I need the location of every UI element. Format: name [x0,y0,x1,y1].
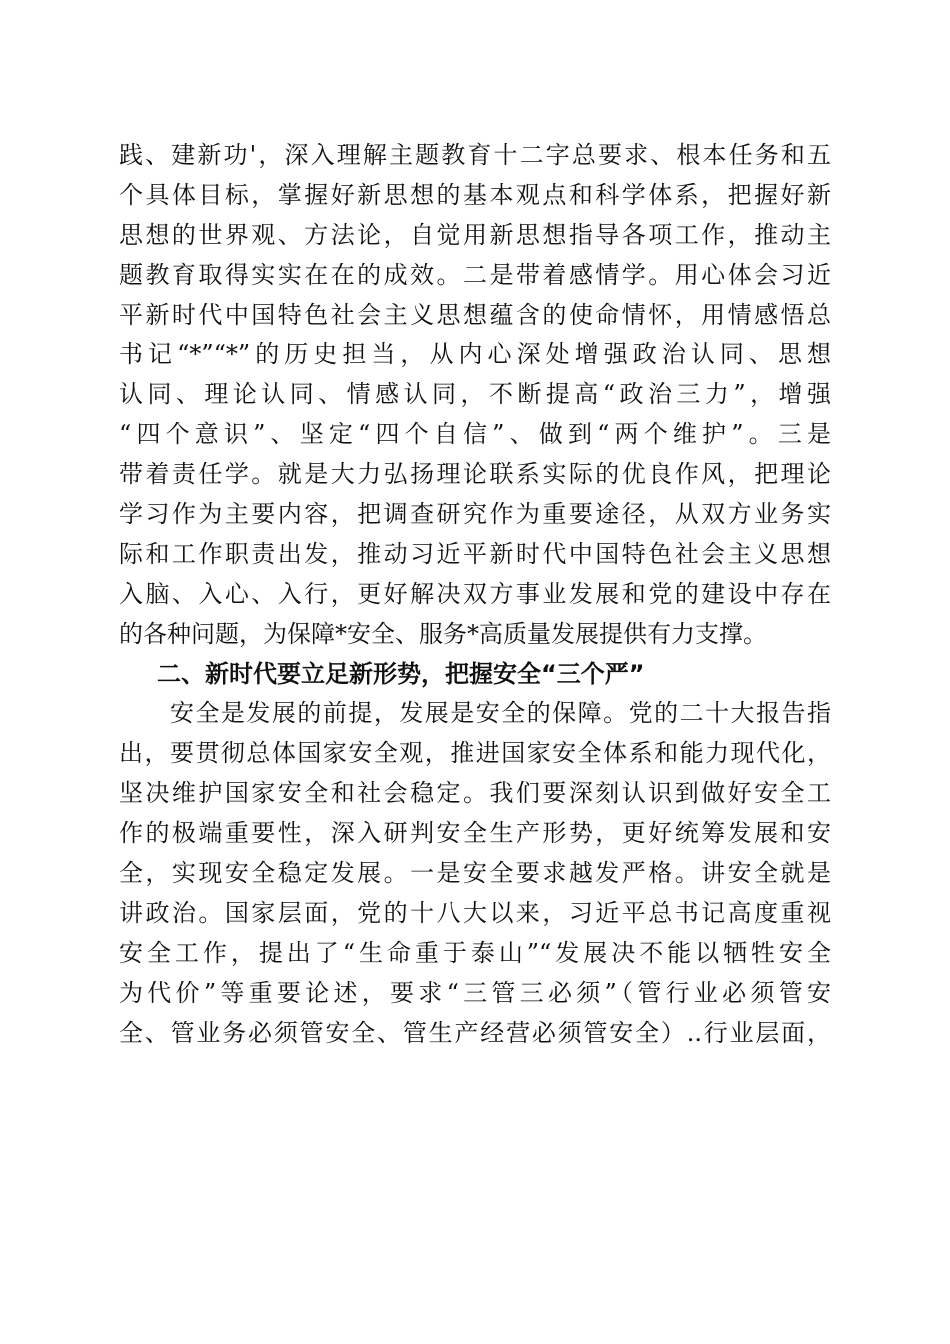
paragraph-line: 安全工作，提出了“生命重于泰山”“发展决不能以牺牲安全 [119,938,831,967]
paragraph-line: 讲政治。国家层面，党的十八大以来，习近平总书记高度重视 [119,898,831,927]
paragraph-line: 书记“*”“*”的历史担当，从内心深处增强政治认同、思想 [119,340,831,369]
paragraph-line: 安全是发展的前提，发展是安全的保障。党的二十大报告指 [119,699,831,728]
paragraph-line: 际和工作职责出发，推动习近平新时代中国特色社会主义思想 [119,539,831,568]
paragraph-line: 个具体目标，掌握好新思想的基本观点和科学体系，把握好新 [119,180,831,209]
paragraph-line: 带着责任学。就是大力弘扬理论联系实际的优良作风，把理论 [119,460,831,489]
paragraph-line: 入脑、入心、入行，更好解决双方事业发展和党的建设中存在 [119,579,831,608]
document-body [119,136,831,1053]
paragraph-line: 为代价”等重要论述，要求“三管三必须”（管行业必须管安 [119,978,831,1007]
paragraph-line: 认同、理论认同、情感认同，不断提高“政治三力”，增强 [119,380,831,409]
paragraph-line: 学习作为主要内容，把调查研究作为重要途径，从双方业务实 [119,500,831,529]
section-heading: 二、新时代要立足新形势，把握安全“三个严” [157,659,645,688]
paragraph-line: 全，实现安全稳定发展。一是安全要求越发严格。讲安全就是 [119,859,831,888]
paragraph-line: 坚决维护国家安全和社会稳定。我们要深刻认识到做好安全工 [119,779,831,808]
paragraph-line: 思想的世界观、方法论，自觉用新思想指导各项工作，推动主 [119,220,831,249]
paragraph-line: 作的极端重要性，深入研判安全生产形势，更好统筹发展和安 [119,819,831,848]
paragraph-line: 的各种问题，为保障*安全、服务*高质量发展提供有力支撑。 [119,619,767,648]
paragraph-line: “四个意识”、坚定“四个自信”、做到“两个维护”。三是 [119,420,831,449]
paragraph-line: 践、建新功'，深入理解主题教育十二字总要求、根本任务和五 [119,141,831,169]
paragraph-line: 题教育取得实实在在的成效。二是带着感情学。用心体会习近 [119,260,831,289]
paragraph-line: 全、管业务必须管安全、管生产经营必须管安全）..行业层面， [119,1018,831,1047]
paragraph-line: 出，要贯彻总体国家安全观，推进国家安全体系和能力现代化， [119,739,831,768]
paragraph-line: 平新时代中国特色社会主义思想蕴含的使命情怀，用情感悟总 [119,300,831,329]
